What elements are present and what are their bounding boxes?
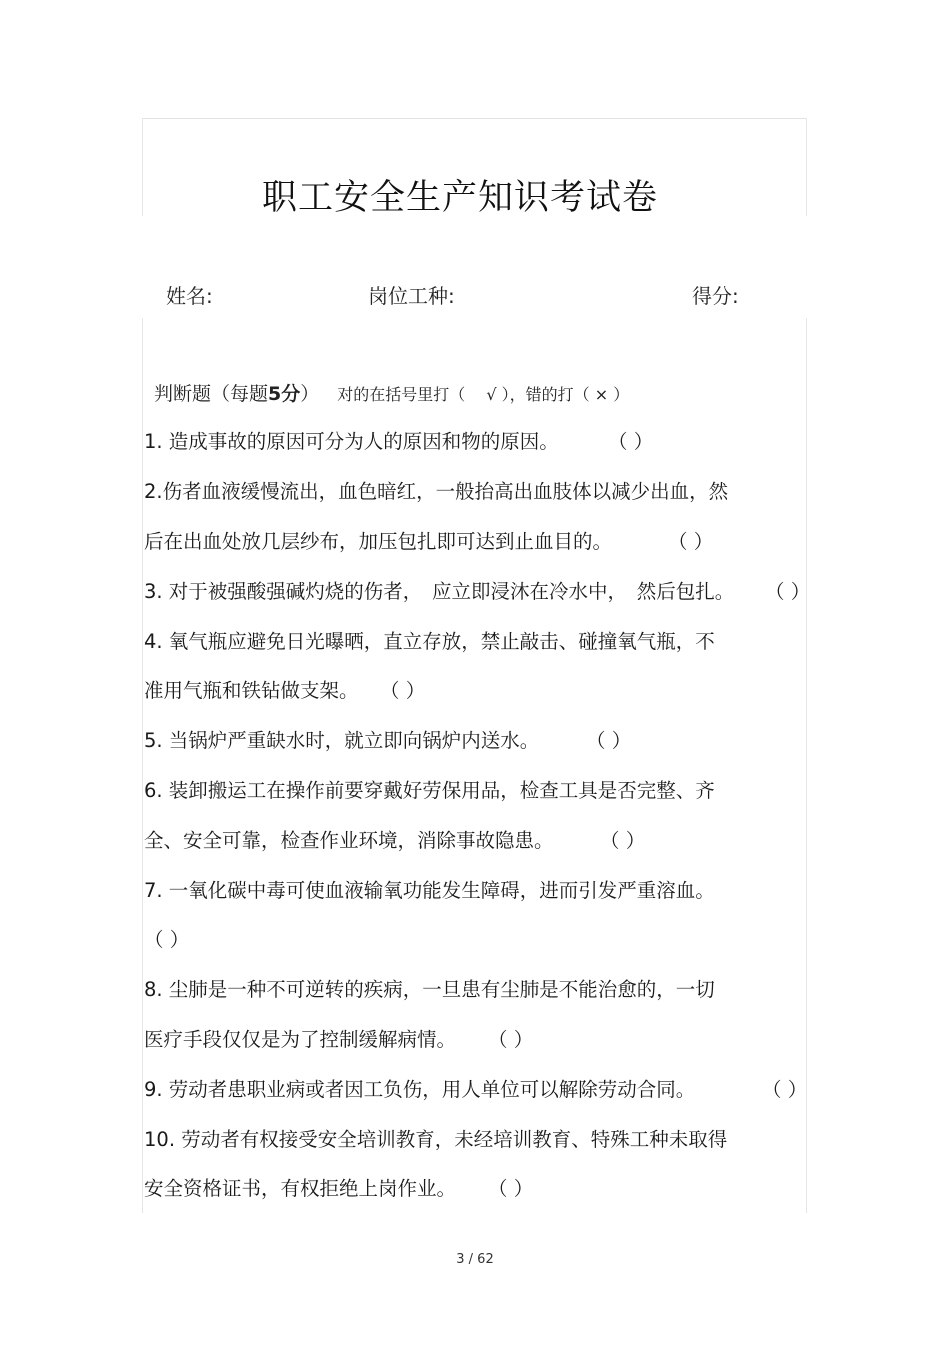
section-heading — [154, 379, 629, 406]
question-8-line-2: 医疗手段仅仅是为了控制缓解病情。 — [144, 1028, 457, 1051]
question-4-line-1: 4. 氧气瓶应避免日光曝晒，直立存放，禁止敲击、碰撞氧气瓶，不 — [144, 630, 715, 653]
question-2-answer-blank[interactable]: （ ） — [668, 530, 714, 553]
question-7-answer-blank[interactable]: （ ） — [144, 928, 190, 951]
frame-line-left-lower — [142, 318, 143, 1213]
page-number: 3 / 62 — [456, 1252, 494, 1267]
question-9-answer-blank[interactable]: （ ） — [762, 1078, 808, 1101]
question-7-line-1: 7. 一氧化碳中毒可使血液输氧功能发生障碍，进而引发严重溶血。 — [144, 879, 715, 902]
question-6-answer-blank[interactable]: （ ） — [600, 829, 646, 852]
section-instruction: 对的在括号里打（ √ ），错的打（ × ） — [337, 385, 630, 404]
question-9-line-1: 9. 劳动者患职业病或者因工负伤，用人单位可以解除劳动合同。 — [144, 1078, 696, 1101]
section-points: 5分 — [268, 383, 301, 405]
question-8-line-1: 8. 尘肺是一种不可逆转的疾病，一旦患有尘肺是不能治愈的，一切 — [144, 978, 715, 1001]
question-5-line-1: 5. 当锅炉严重缺水时，就立即向锅炉内送水。 — [144, 729, 540, 752]
question-1-answer-blank[interactable]: （ ） — [608, 430, 654, 453]
exam-title: 职工安全生产知识考试卷 — [261, 178, 658, 218]
question-3-answer-blank[interactable]: （ ） — [765, 580, 811, 603]
question-3-line-1: 3. 对于被强酸强碱灼烧的伤者， 应立即浸沐在冷水中， 然后包扎。 — [144, 580, 735, 603]
question-4-answer-blank[interactable]: （ ） — [380, 679, 426, 702]
question-6-line-1: 6. 装卸搬运工在操作前要穿戴好劳保用品，检查工具是否完整、齐 — [144, 779, 715, 802]
section-heading-close: ） — [300, 383, 320, 405]
question-10-answer-blank[interactable]: （ ） — [488, 1177, 534, 1200]
question-10-line-2: 安全资格证书，有权拒绝上岗作业。 — [144, 1177, 457, 1200]
question-10-line-1: 10. 劳动者有权接受安全培训教育，未经培训教育、特殊工种未取得 — [144, 1128, 728, 1151]
question-1-line-1: 1. 造成事故的原因可分为人的原因和物的原因。 — [144, 430, 559, 453]
section-heading-text: 判断题（每题 — [154, 383, 269, 405]
question-2-line-2: 后在出血处放几层纱布，加压包扎即可达到止血目的。 — [144, 530, 613, 553]
name-label: 姓名: — [166, 284, 213, 308]
question-4-line-2: 准用气瓶和铁钻做支架。 — [144, 679, 359, 702]
frame-line-top — [142, 118, 807, 119]
question-5-answer-blank[interactable]: （ ） — [586, 729, 632, 752]
score-label: 得分: — [692, 284, 739, 308]
question-6-line-2: 全、安全可靠，检查作业环境，消除事故隐患。 — [144, 829, 554, 852]
question-8-answer-blank[interactable]: （ ） — [488, 1028, 534, 1051]
post-label: 岗位工种: — [368, 284, 455, 308]
question-2-line-1: 2.伤者血液缓慢流出，血色暗红，一般抬高出血肢体以减少出血，然 — [144, 480, 729, 503]
